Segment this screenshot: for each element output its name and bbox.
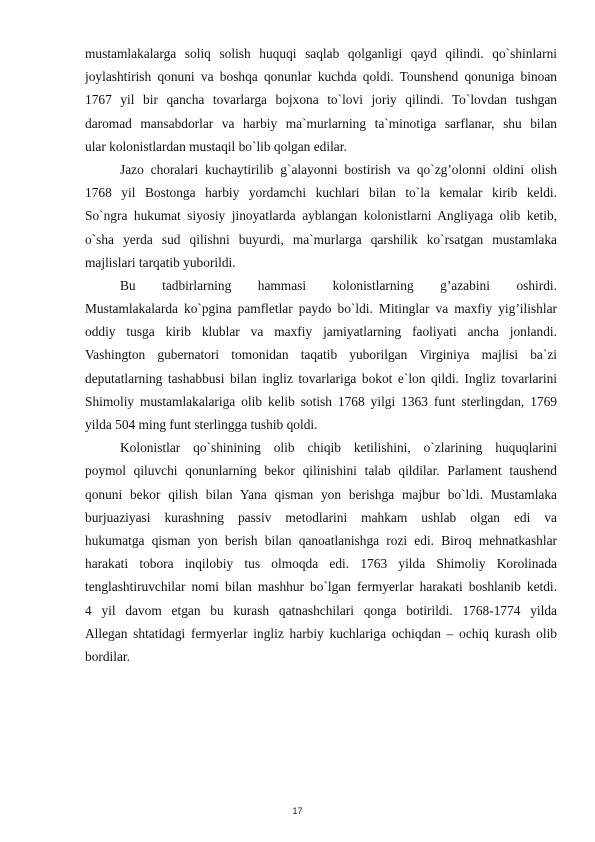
text-line: tenglashtiruvchilar nomi bilan mashhur bo`lgan fermyerlar harakati boshlanib ketdi. — [85, 579, 557, 595]
text-line: 1767 yil bir qancha tovarlarga bojxona to`lovi joriy qilindi. To`lovdan tushgan — [85, 92, 557, 108]
text-line: Vashington gubernatori tomonidan taqatib yuborilgan Virginiya majlisi ba`zi — [85, 347, 557, 363]
text-line: burjuaziyasi kurashning passiv metodlarini mahkam ushlab olgan edi va — [85, 509, 557, 525]
text-line: poymol qiluvchi qonunlarning bekor qilinishini talab qildilar. Parlament taushend — [85, 463, 557, 479]
text-line: ular kolonistlardan mustaqil bo`lib qolgan edilar. — [85, 138, 347, 154]
body-text — [85, 42, 557, 668]
text-line: So`ngra hukumat siyosiy jinoyatlarda ayblangan kolonistlarni Angliyaga olib ketib, — [85, 208, 557, 224]
text-line: harakati tobora inqilobiy tus olmoqda edi. 1763 yilda Shimoliy Korolinada — [85, 556, 557, 572]
page-number: 17 — [292, 806, 303, 816]
text-line: deputatlarning tashabbusi bilan ingliz tovarlariga bokot e`lon qildi. Ingliz tovarlarini — [85, 370, 557, 386]
text-line: Bu tadbirlarning hammasi kolonistlarning g’azabini oshirdi. — [120, 277, 557, 293]
text-line: Kolonistlar qo`shinining olib chiqib ketilishini, o`zlarining huquqlarini — [120, 440, 557, 456]
paragraph — [85, 274, 557, 436]
text-line: 4 yil davom etgan bu kurash qatnashchilari qonga botirildi. 1768-1774 yilda — [85, 602, 557, 618]
text-line: majlislari tarqatib yuborildi. — [85, 254, 236, 270]
text-line: joylashtirish qonuni va boshqa qonunlar kuchda qoldi. Tounshend qonuniga binoan — [85, 69, 557, 85]
text-line: 1768 yil Bostonga harbiy yordamchi kuchlari bilan to`la kemalar kirib keldi. — [85, 185, 557, 201]
text-line: hukumatga qisman yon berish bilan qanoatlanishga rozi edi. Biroq mehnatkashlar — [85, 532, 557, 548]
text-line: Allegan shtatidagi fermyerlar ingliz harbiy kuchlariga ochiqdan – ochiq kurash olib — [85, 625, 557, 641]
text-line: yilda 504 ming funt sterlingga tushib qoldi. — [85, 417, 318, 432]
text-line: Shimoliy mustamlakalariga olib kelib sotish 1768 yilgi 1363 funt sterlingdan, 1769 — [85, 393, 557, 409]
paragraph — [85, 436, 557, 668]
paragraph — [85, 42, 557, 158]
text-line: oddiy tusga kirib klublar va maxfiy jamiyatlarning faoliyati ancha jonlandi. — [85, 324, 557, 340]
text-line: mustamlakalarga soliq solish huquqi saqlab qolganligi qayd qilindi. qo`shinlarni — [85, 46, 557, 61]
text-line: Jazo choralari kuchaytirilib g`alayonni bostirish va qo`zg’olonni oldini olish — [120, 161, 557, 177]
text-line: daromad mansabdorlar va harbiy ma`murlarning ta`minotiga sarflanar, shu bilan — [85, 115, 557, 131]
text-line: bordilar. — [85, 648, 130, 664]
text-line: qonuni bekor qilish bilan Yana qisman yon berishga majbur bo`ldi. Mustamlaka — [85, 486, 557, 502]
paragraph — [85, 158, 557, 274]
text-line: Mustamlakalarda ko`pgina pamfletlar paydo bo`ldi. Mitinglar va maxfiy yig’ilishlar — [85, 301, 557, 317]
text-line: o`sha yerda sud qilishni buyurdi, ma`murlarga qarshilik ko`rsatgan mustamlaka — [85, 231, 557, 247]
